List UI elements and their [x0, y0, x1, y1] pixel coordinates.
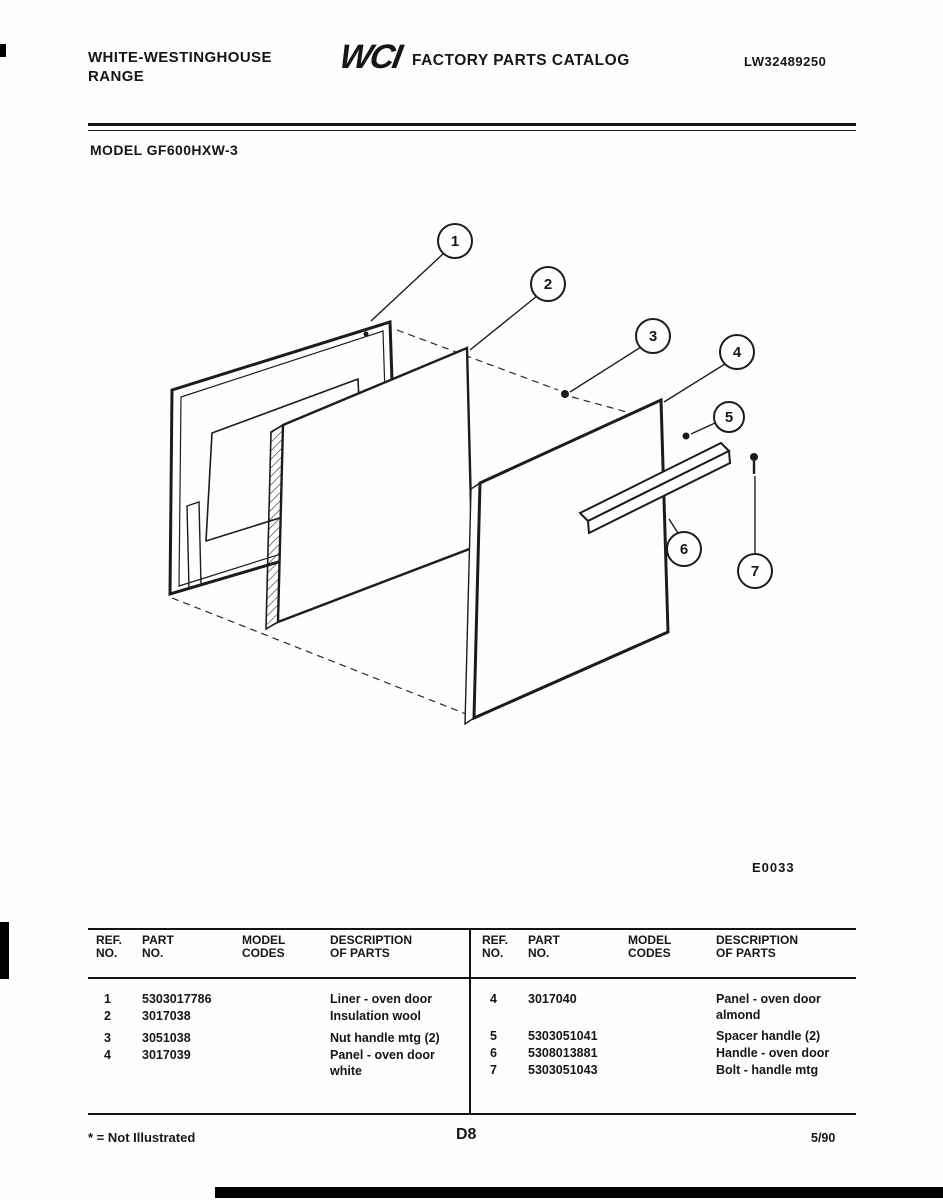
codes-cell	[628, 1062, 716, 1079]
desc-cell: Nut handle mtg (2)	[330, 1031, 440, 1045]
table-center-divider	[469, 928, 471, 1115]
codes-cell	[628, 1028, 716, 1045]
brand-line-2: RANGE	[88, 68, 145, 85]
col-header-ref: REF. NO.	[96, 933, 123, 960]
desc-cell: Bolt - handle mtg	[716, 1063, 819, 1077]
table-body-right	[482, 991, 850, 1079]
scan-bottom-bar	[215, 1187, 943, 1198]
callout-4	[664, 335, 754, 402]
part-cell: 3017040	[528, 992, 577, 1006]
ref-cell: 4	[104, 1048, 111, 1062]
callout-1-number: 1	[450, 233, 460, 250]
table-body-left	[96, 991, 464, 1079]
table-top-rule	[88, 928, 856, 930]
codes-cell	[242, 991, 330, 1008]
table-row	[482, 1062, 850, 1079]
desc-cell: Liner - oven door	[330, 992, 433, 1006]
catalog-title: FACTORY PARTS CATALOG	[412, 52, 630, 69]
col-header-part: PART NO.	[142, 933, 174, 960]
part-spacer	[683, 433, 690, 440]
desc-cell: Insulation wool	[330, 1009, 421, 1023]
codes-cell	[242, 1047, 330, 1079]
wci-logo: WCI	[336, 38, 404, 76]
callout-5	[691, 402, 744, 434]
table-row	[96, 991, 464, 1008]
callout-6-number: 6	[679, 541, 689, 558]
model-number: MODEL GF600HXW-3	[90, 142, 239, 158]
table-header-left	[96, 934, 464, 960]
table-row	[96, 1030, 464, 1047]
callout-3	[570, 319, 670, 392]
callout-5-number: 5	[724, 409, 734, 426]
table-row	[482, 991, 850, 1023]
table-row	[482, 1045, 850, 1062]
table-row	[96, 1047, 464, 1079]
ref-cell: 7	[490, 1063, 497, 1077]
part-nut	[561, 390, 569, 398]
col-header-model-codes: MODEL CODES	[628, 933, 672, 960]
part-cell: 5303017786	[142, 992, 212, 1006]
desc-cell: Panel - oven door white	[330, 1048, 435, 1078]
part-cell: 3051038	[142, 1031, 191, 1045]
ref-cell: 3	[104, 1031, 111, 1045]
exploded-diagram	[0, 180, 943, 920]
part-bolt	[750, 453, 758, 474]
desc-cell: Handle - oven door	[716, 1046, 830, 1060]
part-cell: 5308013881	[528, 1046, 598, 1060]
ref-cell: 6	[490, 1046, 497, 1060]
col-header-description: DESCRIPTION OF PARTS	[716, 933, 799, 960]
desc-cell: Panel - oven door almond	[716, 992, 821, 1022]
liner-mounting-hole	[364, 332, 369, 337]
callout-1	[371, 224, 472, 321]
ref-cell: 5	[490, 1029, 497, 1043]
col-header-model-codes: MODEL CODES	[242, 933, 286, 960]
col-header-description: DESCRIPTION OF PARTS	[330, 933, 413, 960]
parts-table-left	[96, 934, 464, 1079]
col-header-part: PART NO.	[528, 933, 560, 960]
part-cell: 3017038	[142, 1009, 191, 1023]
scan-registration-mark	[0, 922, 9, 979]
table-row	[96, 1008, 464, 1025]
callout-7-number: 7	[750, 563, 760, 580]
desc-cell: Spacer handle (2)	[716, 1029, 821, 1043]
brand-title	[88, 48, 272, 86]
codes-cell	[242, 1008, 330, 1025]
figure-code: E0033	[752, 860, 795, 875]
scan-registration-mark-top	[0, 44, 6, 57]
not-illustrated-note: * = Not Illustrated	[88, 1130, 196, 1145]
table-bottom-rule	[88, 1113, 856, 1115]
callout-7	[738, 476, 772, 588]
col-header-ref: REF. NO.	[482, 933, 509, 960]
ref-cell: 4	[490, 992, 497, 1006]
codes-cell	[628, 991, 716, 1023]
codes-cell	[628, 1045, 716, 1062]
date-code: 5/90	[811, 1131, 836, 1145]
header-rule	[88, 123, 856, 131]
callout-6	[667, 519, 701, 566]
table-row	[482, 1028, 850, 1045]
ref-cell: 2	[104, 1009, 111, 1023]
part-cell: 3017039	[142, 1048, 191, 1062]
part-cell: 5303051041	[528, 1029, 598, 1043]
page-code: D8	[456, 1126, 477, 1143]
callout-2-number: 2	[543, 276, 553, 293]
part-door-panel	[465, 400, 668, 724]
callout-2	[470, 267, 565, 350]
table-header-right	[482, 934, 850, 960]
ref-cell: 1	[104, 992, 111, 1006]
document-number: LW32489250	[744, 54, 827, 69]
callout-3-number: 3	[648, 328, 658, 345]
codes-cell	[242, 1030, 330, 1047]
part-cell: 5303051043	[528, 1063, 598, 1077]
parts-table-right	[482, 934, 850, 1079]
callout-4-number: 4	[732, 344, 742, 361]
brand-line-1: WHITE-WESTINGHOUSE	[88, 49, 272, 66]
